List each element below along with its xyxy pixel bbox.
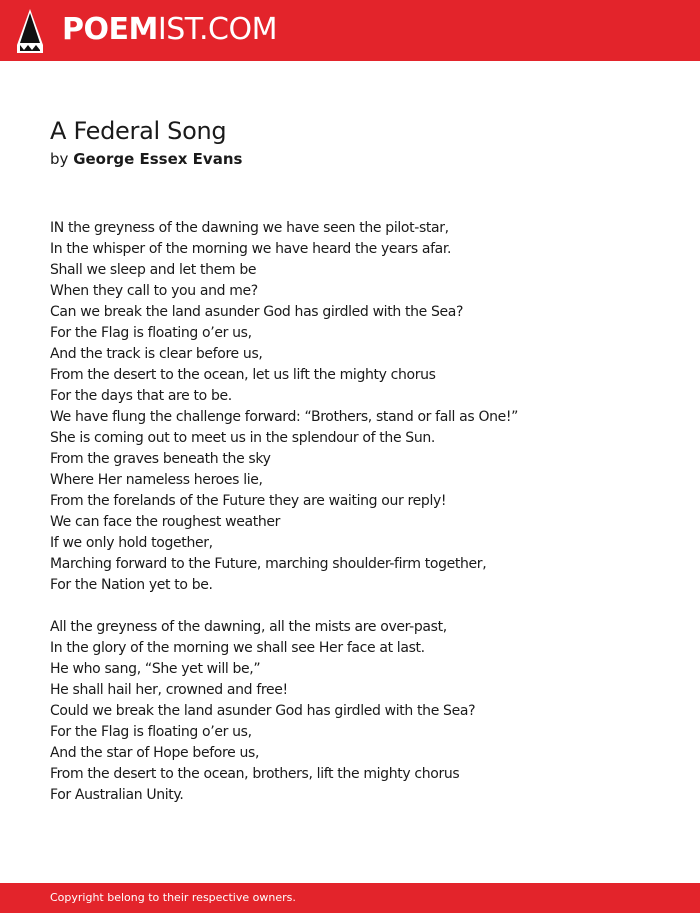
by-label: by xyxy=(50,150,69,168)
poem-line: Shall we sleep and let them be xyxy=(50,262,257,278)
poem-title: A Federal Song xyxy=(50,117,227,145)
poem-line: From the graves beneath the sky xyxy=(50,451,271,467)
site-footer xyxy=(0,883,700,913)
poem-line: If we only hold together, xyxy=(50,535,213,551)
site-logo[interactable] xyxy=(62,12,277,48)
poem-line: For the Flag is floating o’er us, xyxy=(50,724,252,740)
poem-stanza xyxy=(50,617,670,806)
poem-line: For Australian Unity. xyxy=(50,787,184,803)
poem-line: She is coming out to meet us in the splendour of the Sun. xyxy=(50,430,435,446)
poem-stanza xyxy=(50,218,670,596)
poem-line: When they call to you and me? xyxy=(50,283,258,299)
poem-line: And the star of Hope before us, xyxy=(50,745,260,761)
poem-line: And the track is clear before us, xyxy=(50,346,263,362)
poem-line: We can face the roughest weather xyxy=(50,514,281,530)
poem-line: Where Her nameless heroes lie, xyxy=(50,472,263,488)
byline xyxy=(50,149,242,169)
poem-line: Marching forward to the Future, marching shoulder-firm together, xyxy=(50,556,487,572)
poem-line: IN the greyness of the dawning we have seen the pilot-star, xyxy=(50,220,449,236)
poem-line: For the days that are to be. xyxy=(50,388,232,404)
poem-line: In the glory of the morning we shall see Her face at last. xyxy=(50,640,425,656)
poem-line: He shall hail her, crowned and free! xyxy=(50,682,288,698)
poem-line: From the forelands of the Future they are waiting our reply! xyxy=(50,493,447,509)
poem-body xyxy=(50,218,670,827)
poem-line: For the Flag is floating o’er us, xyxy=(50,325,252,341)
copyright-text: Copyright belong to their respective owners. xyxy=(50,891,296,904)
poem-line: In the whisper of the morning we have heard the years afar. xyxy=(50,241,452,257)
poem-line: Could we break the land asunder God has girdled with the Sea? xyxy=(50,703,476,719)
poem-line: Can we break the land asunder God has girdled with the Sea? xyxy=(50,304,464,320)
author-name: George Essex Evans xyxy=(73,150,243,168)
poem-line: From the desert to the ocean, let us lift the mighty chorus xyxy=(50,367,436,383)
poem-line: We have flung the challenge forward: “Brothers, stand or fall as One!” xyxy=(50,409,519,425)
logo-text-strong: POEM xyxy=(62,12,158,47)
logo-text-light: IST.COM xyxy=(157,12,277,47)
poem-line: From the desert to the ocean, brothers, lift the mighty chorus xyxy=(50,766,460,782)
poem-line: All the greyness of the dawning, all the mists are over-past, xyxy=(50,619,447,635)
poem-line: For the Nation yet to be. xyxy=(50,577,213,593)
site-header xyxy=(0,0,700,61)
poem-line: He who sang, “She yet will be,” xyxy=(50,661,261,677)
pencil-icon xyxy=(17,9,43,53)
